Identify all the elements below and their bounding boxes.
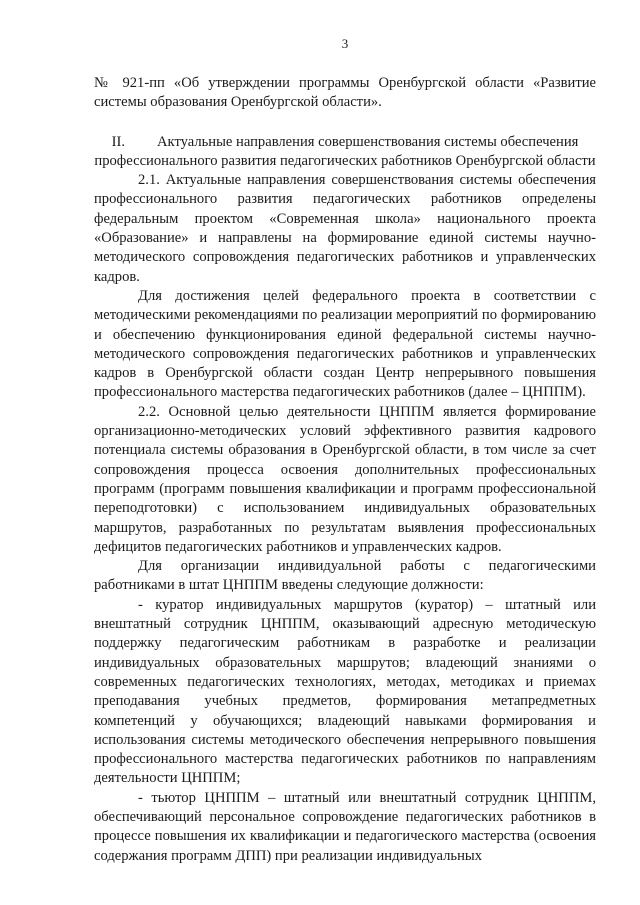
paragraph-2-1: 2.1. Актуальные направления совершенствования системы обеспечения профессионального развития педагогических работников определены федеральным проектом «Современная школа» национального проекта «Образование» и направлены на формирование единой системы научно-методического сопровождения педагогических работников и управленческих кадров. (94, 172, 596, 285)
section-title: Актуальные направления совершенствования системы обеспечения профессионального развития педагогических работников Оренбургской области (94, 133, 596, 169)
page-number: 3 (341, 36, 349, 51)
paragraph-federal-goals: Для достижения целей федерального проекта в соответствии с методическими рекомендациями по реализации мероприятий по формированию и обеспечению функционирования единой федеральной системы научно-методического сопровождения педагогических работников и управленческих кадров в Оренбургской области создан Центр непрерывного повышения профессионального мастерства педагогических работников (далее – ЦНППМ). (94, 287, 596, 401)
paragraph-curator: - куратор индивидуальных маршрутов (куратор) – штатный или внештатный сотрудник ЦНППМ, оказывающий адресную методическую поддержку педагогическим работникам в разработке и реализации индивидуальных образовательных маршрутов; владеющий знаниями о современных педагогических технологиях, методах, методиках и приемах преподавания учебных предметов, формирования метапредметных компетенций у обучающихся; владеющий навыками формирования и использования системы методического обеспечения непрерывного повышения профессионального мастерства педагогических работников по направлениям деятельности ЦНППМ; (94, 596, 596, 787)
section-spacer (94, 113, 596, 133)
paragraph-2-2: 2.2. Основной целью деятельности ЦНППМ является формирование организационно-методических условий эффективного развития кадрового потенциала системы образования в Оренбургской области, в том числе за счет сопровождения процесса освоения дополнительных профессиональных программ (программ повышения квалификации и программ профессиональной переподготовки) с использованием индивидуальных образовательных маршрутов, разработанных по результатам выявления профессиональных дефицитов педагогических работников и управленческих кадров. (94, 403, 596, 555)
paragraph-tutor: - тьютор ЦНППМ – штатный или внештатный сотрудник ЦНППМ, обеспечивающий персональное сопровождение педагогических работников в процессе повышения их квалификации и педагогического мастерства (освоения содержания программ ДПП) при реализации индивидуальных (94, 789, 596, 864)
paragraph-positions-intro: Для организации индивидуальной работы с педагогическими работниками в штат ЦНППМ введены следующие должности: (94, 558, 596, 594)
intro-paragraph: № 921-пп «Об утверждении программы Оренбургской области «Развитие системы образования Оренбургской области». (94, 75, 596, 111)
section-heading (94, 133, 596, 172)
section-number: II. (111, 133, 126, 150)
